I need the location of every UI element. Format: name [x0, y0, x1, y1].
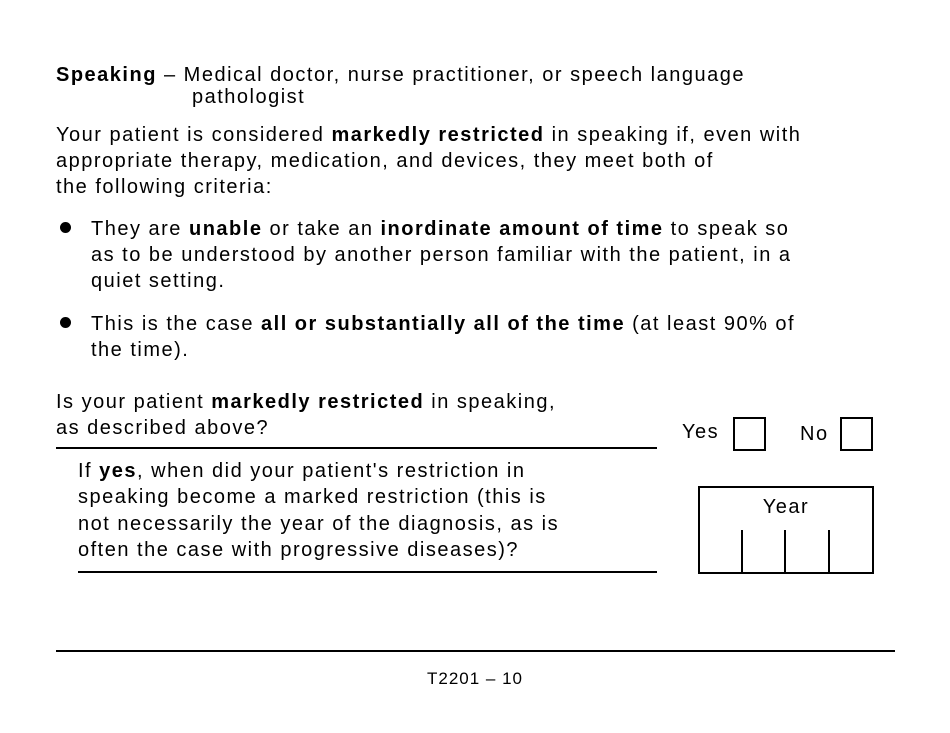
year-digit-divider — [741, 530, 743, 574]
question-underline — [56, 447, 657, 449]
followup-underline — [78, 571, 657, 573]
form-page-id: T2201 – 10 — [426, 669, 523, 688]
section-who-continued: pathologist — [192, 86, 306, 108]
bullet-icon — [60, 317, 71, 328]
criterion-2-line-1: This is the case all or substantially all of the time (at least 90% of — [91, 313, 796, 335]
bullet-icon — [60, 222, 71, 233]
footer-rule — [56, 650, 895, 652]
intro-line-2: appropriate therapy, medication, and devices, they meet both of — [56, 150, 714, 172]
criterion-1-line-2: as to be understood by another person familiar with the patient, in a — [91, 244, 792, 266]
question-line-1: Is your patient markedly restricted in speaking, — [56, 391, 557, 413]
year-field-baseline — [698, 572, 874, 574]
criterion-1-line-1: They are unable or take an inordinate amount of time to speak so — [91, 218, 790, 240]
year-label: Year — [762, 496, 810, 518]
section-who: Medical doctor, nurse practitioner, or speech language — [183, 64, 745, 86]
intro-line-1: Your patient is considered markedly restricted in speaking if, even with — [56, 124, 802, 146]
year-digit-divider — [784, 530, 786, 574]
followup-line-4: often the case with progressive diseases)? — [78, 539, 519, 561]
followup-line-2: speaking become a marked restriction (this is — [78, 486, 547, 508]
yes-label: Yes — [682, 421, 720, 443]
intro-line-3: the following criteria: — [56, 176, 273, 198]
section-heading: Speaking – Medical doctor, nurse practitioner, or speech language — [56, 64, 745, 86]
criterion-2-line-2: the time). — [91, 339, 190, 361]
no-label: No — [800, 423, 829, 445]
criterion-1-line-3: quiet setting. — [91, 270, 226, 292]
question-line-2: as described above? — [56, 417, 270, 439]
section-title: Speaking — [56, 64, 157, 86]
followup-line-3: not necessarily the year of the diagnosis, as is — [78, 513, 560, 535]
year-digit-divider — [828, 530, 830, 574]
yes-checkbox[interactable] — [733, 417, 766, 451]
followup-line-1: If yes, when did your patient's restriction in — [78, 460, 526, 482]
no-checkbox[interactable] — [840, 417, 873, 451]
